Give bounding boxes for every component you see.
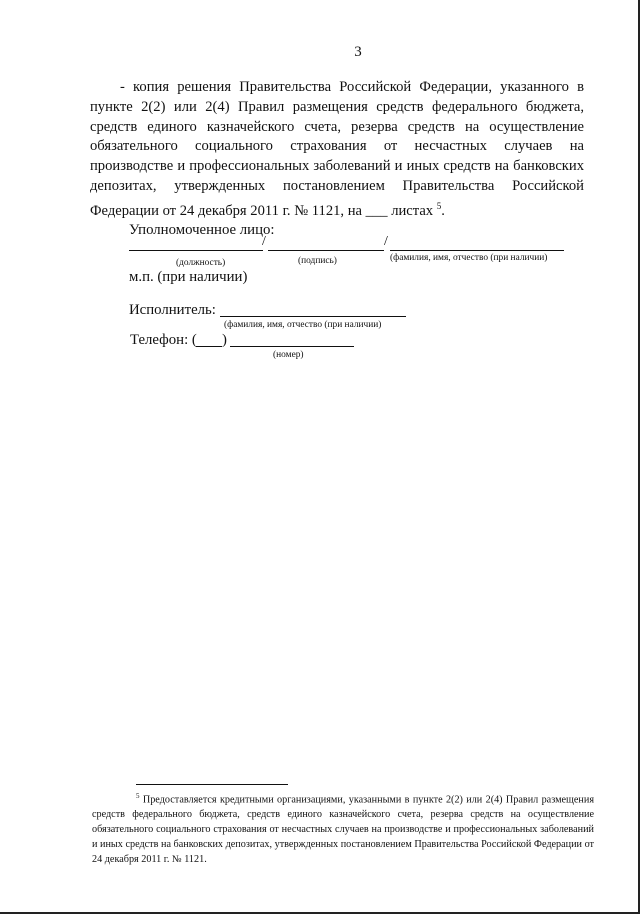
paragraph-text: - копия решения Правительства Российской Федерации, указанного в пункте 2(2) или 2(4) Правил размещения средств федерального бюджета, средств единого казначейского счета, резерва средств на осуществление обязательного социального страхования от несчастных случаев на производстве и профессиональных заболеваний и иных средств на банковских депозитах, утвержденных постановлением Правительства Российской Федерации от 24 декабря 2011 г. № 1121, на ___ листах — [90, 79, 584, 219]
signature-hint: (подпись) — [298, 256, 337, 266]
phone-paren-close: ) — [222, 332, 227, 348]
phone-code-line[interactable] — [196, 346, 222, 347]
separator-slash-2: / — [384, 234, 388, 249]
footnote-text: Предоставляется кредитными организациями, указанными в пункте 2(2) или 2(4) Правил размещения средств федерального бюджета, средств единого казначейского счета, резерва средств на осуществление обязательного социального страхования от несчастных случаев на производстве и профессиональных заболеваний и иных средств на банковских депозитах, утвержденных постановлением Правительства Российской Федерации от 24 декабря 2011 г. № 1121. — [92, 794, 595, 866]
page-number: 3 — [354, 44, 362, 60]
separator-slash-1: / — [262, 234, 266, 249]
position-hint: (должность) — [176, 258, 226, 268]
footnote-reference: 5 — [436, 200, 442, 211]
seal-label: м.п. (при наличии) — [129, 269, 248, 285]
phone-number-hint: (номер) — [273, 350, 304, 360]
main-paragraph — [90, 78, 584, 221]
fullname-hint: (фамилия, имя, отчество (при наличии) — [390, 253, 548, 263]
phone-number-line[interactable] — [230, 346, 354, 347]
signature-line[interactable] — [268, 250, 384, 251]
executor-fullname-line[interactable] — [220, 316, 406, 317]
paragraph-end: . — [441, 202, 445, 219]
authorized-person-label: Уполномоченное лицо: — [129, 222, 275, 238]
fullname-line[interactable] — [390, 250, 564, 251]
footnote — [92, 789, 594, 867]
footnote-separator — [136, 784, 288, 785]
position-line[interactable] — [129, 250, 263, 251]
executor-label: Исполнитель: — [129, 302, 216, 318]
footnote-marker: 5 — [136, 792, 140, 800]
phone-label: Телефон: ( — [130, 332, 197, 348]
executor-fullname-hint: (фамилия, имя, отчество (при наличии) — [224, 320, 382, 330]
